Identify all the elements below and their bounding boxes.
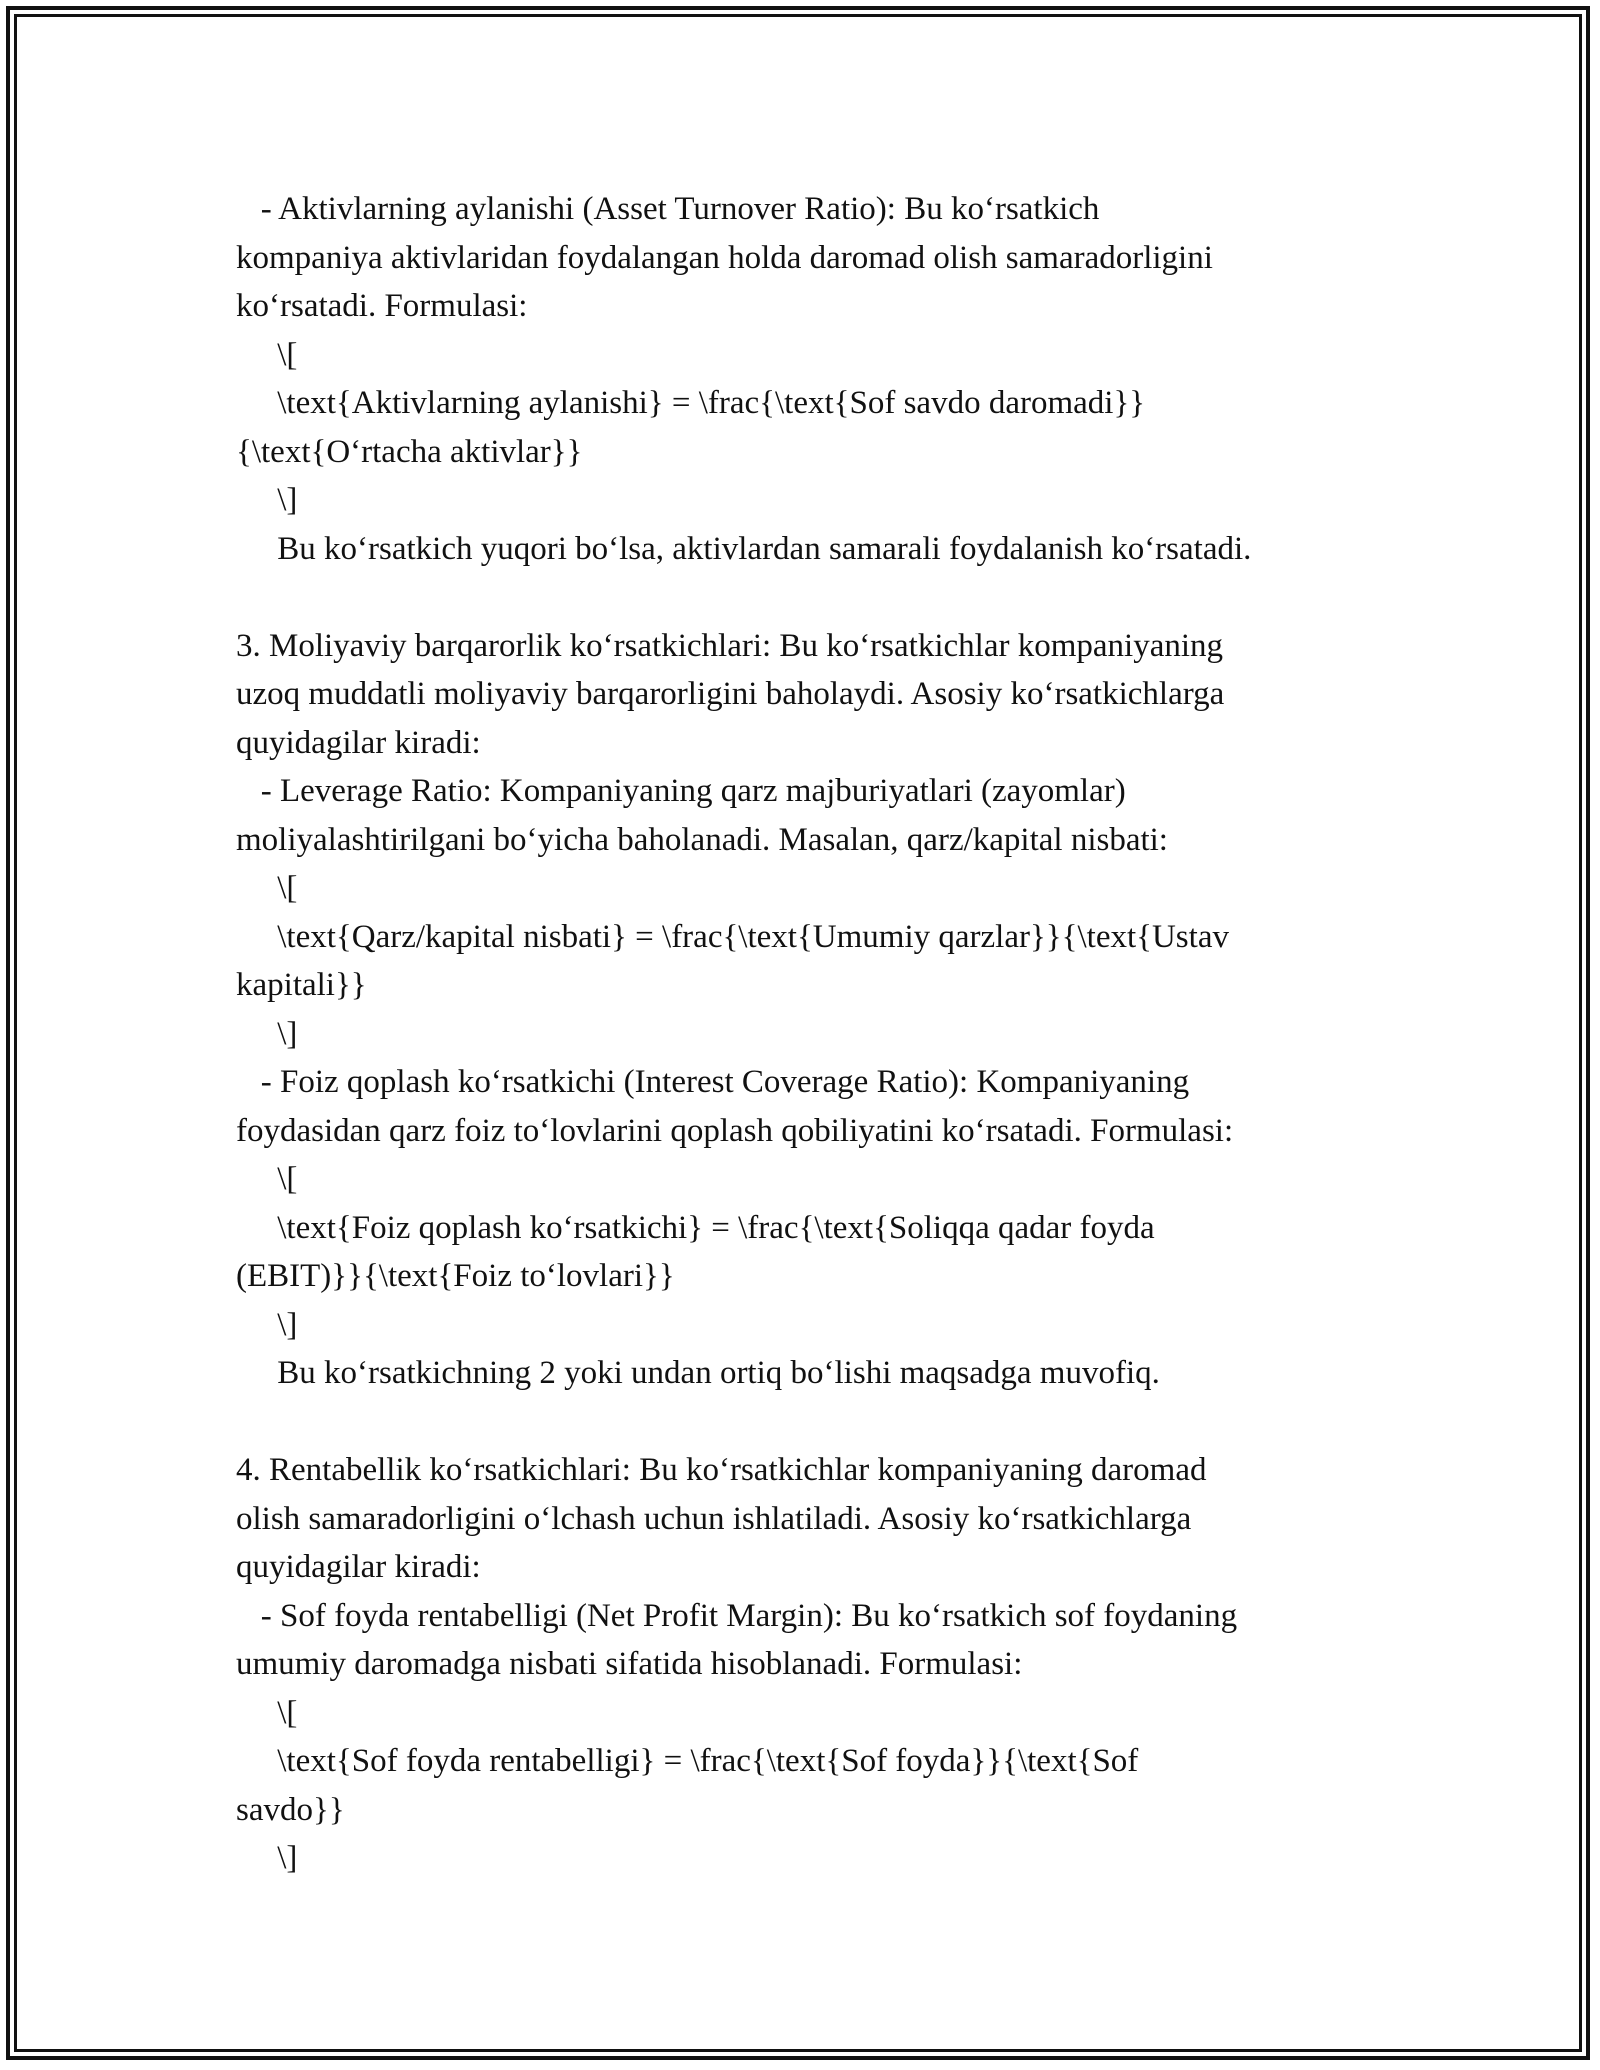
formula-open: \[	[236, 336, 298, 373]
text-line: - Sof foyda rentabelligi (Net Profit Margin): Bu ko‘rsatkich sof foydaning	[236, 1597, 1238, 1634]
text-line: foydasidan qarz foiz to‘lovlarini qoplash qobiliyatini ko‘rsatadi. Formulasi:	[236, 1112, 1234, 1149]
text-line: Bu ko‘rsatkich yuqori bo‘lsa, aktivlardan samarali foydalanish ko‘rsatadi.	[236, 530, 1252, 567]
formula-line: (EBIT)}}{\text{Foiz to‘lovlari}}	[236, 1258, 675, 1294]
formula-line: \text{Foiz qoplash ko‘rsatkichi} = \frac{\text{Soliqqa qadar foyda	[236, 1209, 1155, 1246]
blank-line	[236, 1398, 1386, 1447]
text-line: olish samaradorligini o‘lchash uchun ishlatiladi. Asosiy ko‘rsatkichlarga	[236, 1500, 1192, 1537]
text-line: kompaniya aktivlaridan foydalangan holda daromad olish samaradorligini	[236, 239, 1213, 276]
blank-line	[236, 573, 1386, 622]
formula-line: kapitali}}	[236, 967, 367, 1003]
formula-line: \text{Qarz/kapital nisbati} = \frac{\text{Umumiy qarzlar}}{\text{Ustav	[236, 918, 1229, 955]
formula-close: \]	[236, 1015, 298, 1052]
formula-line: \text{Aktivlarning aylanishi} = \frac{\text{Sof savdo daromadi}}	[236, 385, 1146, 421]
formula-close: \]	[236, 1840, 298, 1876]
text-line: ko‘rsatadi. Formulasi:	[236, 288, 528, 324]
text-line: - Aktivlarning aylanishi (Asset Turnover Ratio): Bu ko‘rsatkich	[236, 191, 1100, 227]
text-line: uzoq muddatli moliyaviy barqarorligini baholaydi. Asosiy ko‘rsatkichlarga	[236, 676, 1225, 712]
formula-line: savdo}}	[236, 1791, 345, 1828]
formula-close: \]	[236, 482, 298, 518]
formula-open: \[	[236, 1161, 298, 1197]
formula-open: \[	[236, 1694, 298, 1731]
section-heading: 3. Moliyaviy barqarorlik ko‘rsatkichlari: Bu ko‘rsatkichlar kompaniyaning	[236, 627, 1224, 664]
text-line: quyidagilar kiradi:	[236, 724, 481, 761]
document-body	[236, 185, 1386, 1883]
text-line: - Leverage Ratio: Kompaniyaning qarz majburiyatlari (zayomlar)	[236, 773, 1126, 809]
text-line: umumiy daromadga nisbati sifatida hisoblanadi. Formulasi:	[236, 1646, 1023, 1682]
formula-line: {\text{O‘rtacha aktivlar}}	[236, 433, 583, 470]
formula-open: \[	[236, 870, 298, 906]
text-line: quyidagilar kiradi:	[236, 1549, 481, 1585]
text-line: moliyalashtirilgani bo‘yicha baholanadi. Masalan, qarz/kapital nisbati:	[236, 821, 1168, 858]
formula-close: \]	[236, 1306, 298, 1343]
text-line: - Foiz qoplash ko‘rsatkichi (Interest Coverage Ratio): Kompaniyaning	[236, 1064, 1190, 1100]
text-line: Bu ko‘rsatkichning 2 yoki undan ortiq bo‘lishi maqsadga muvofiq.	[236, 1355, 1160, 1391]
formula-line: \text{Sof foyda rentabelligi} = \frac{\text{Sof foyda}}{\text{Sof	[236, 1743, 1139, 1779]
section-heading: 4. Rentabellik ko‘rsatkichlari: Bu ko‘rsatkichlar kompaniyaning daromad	[236, 1452, 1207, 1488]
